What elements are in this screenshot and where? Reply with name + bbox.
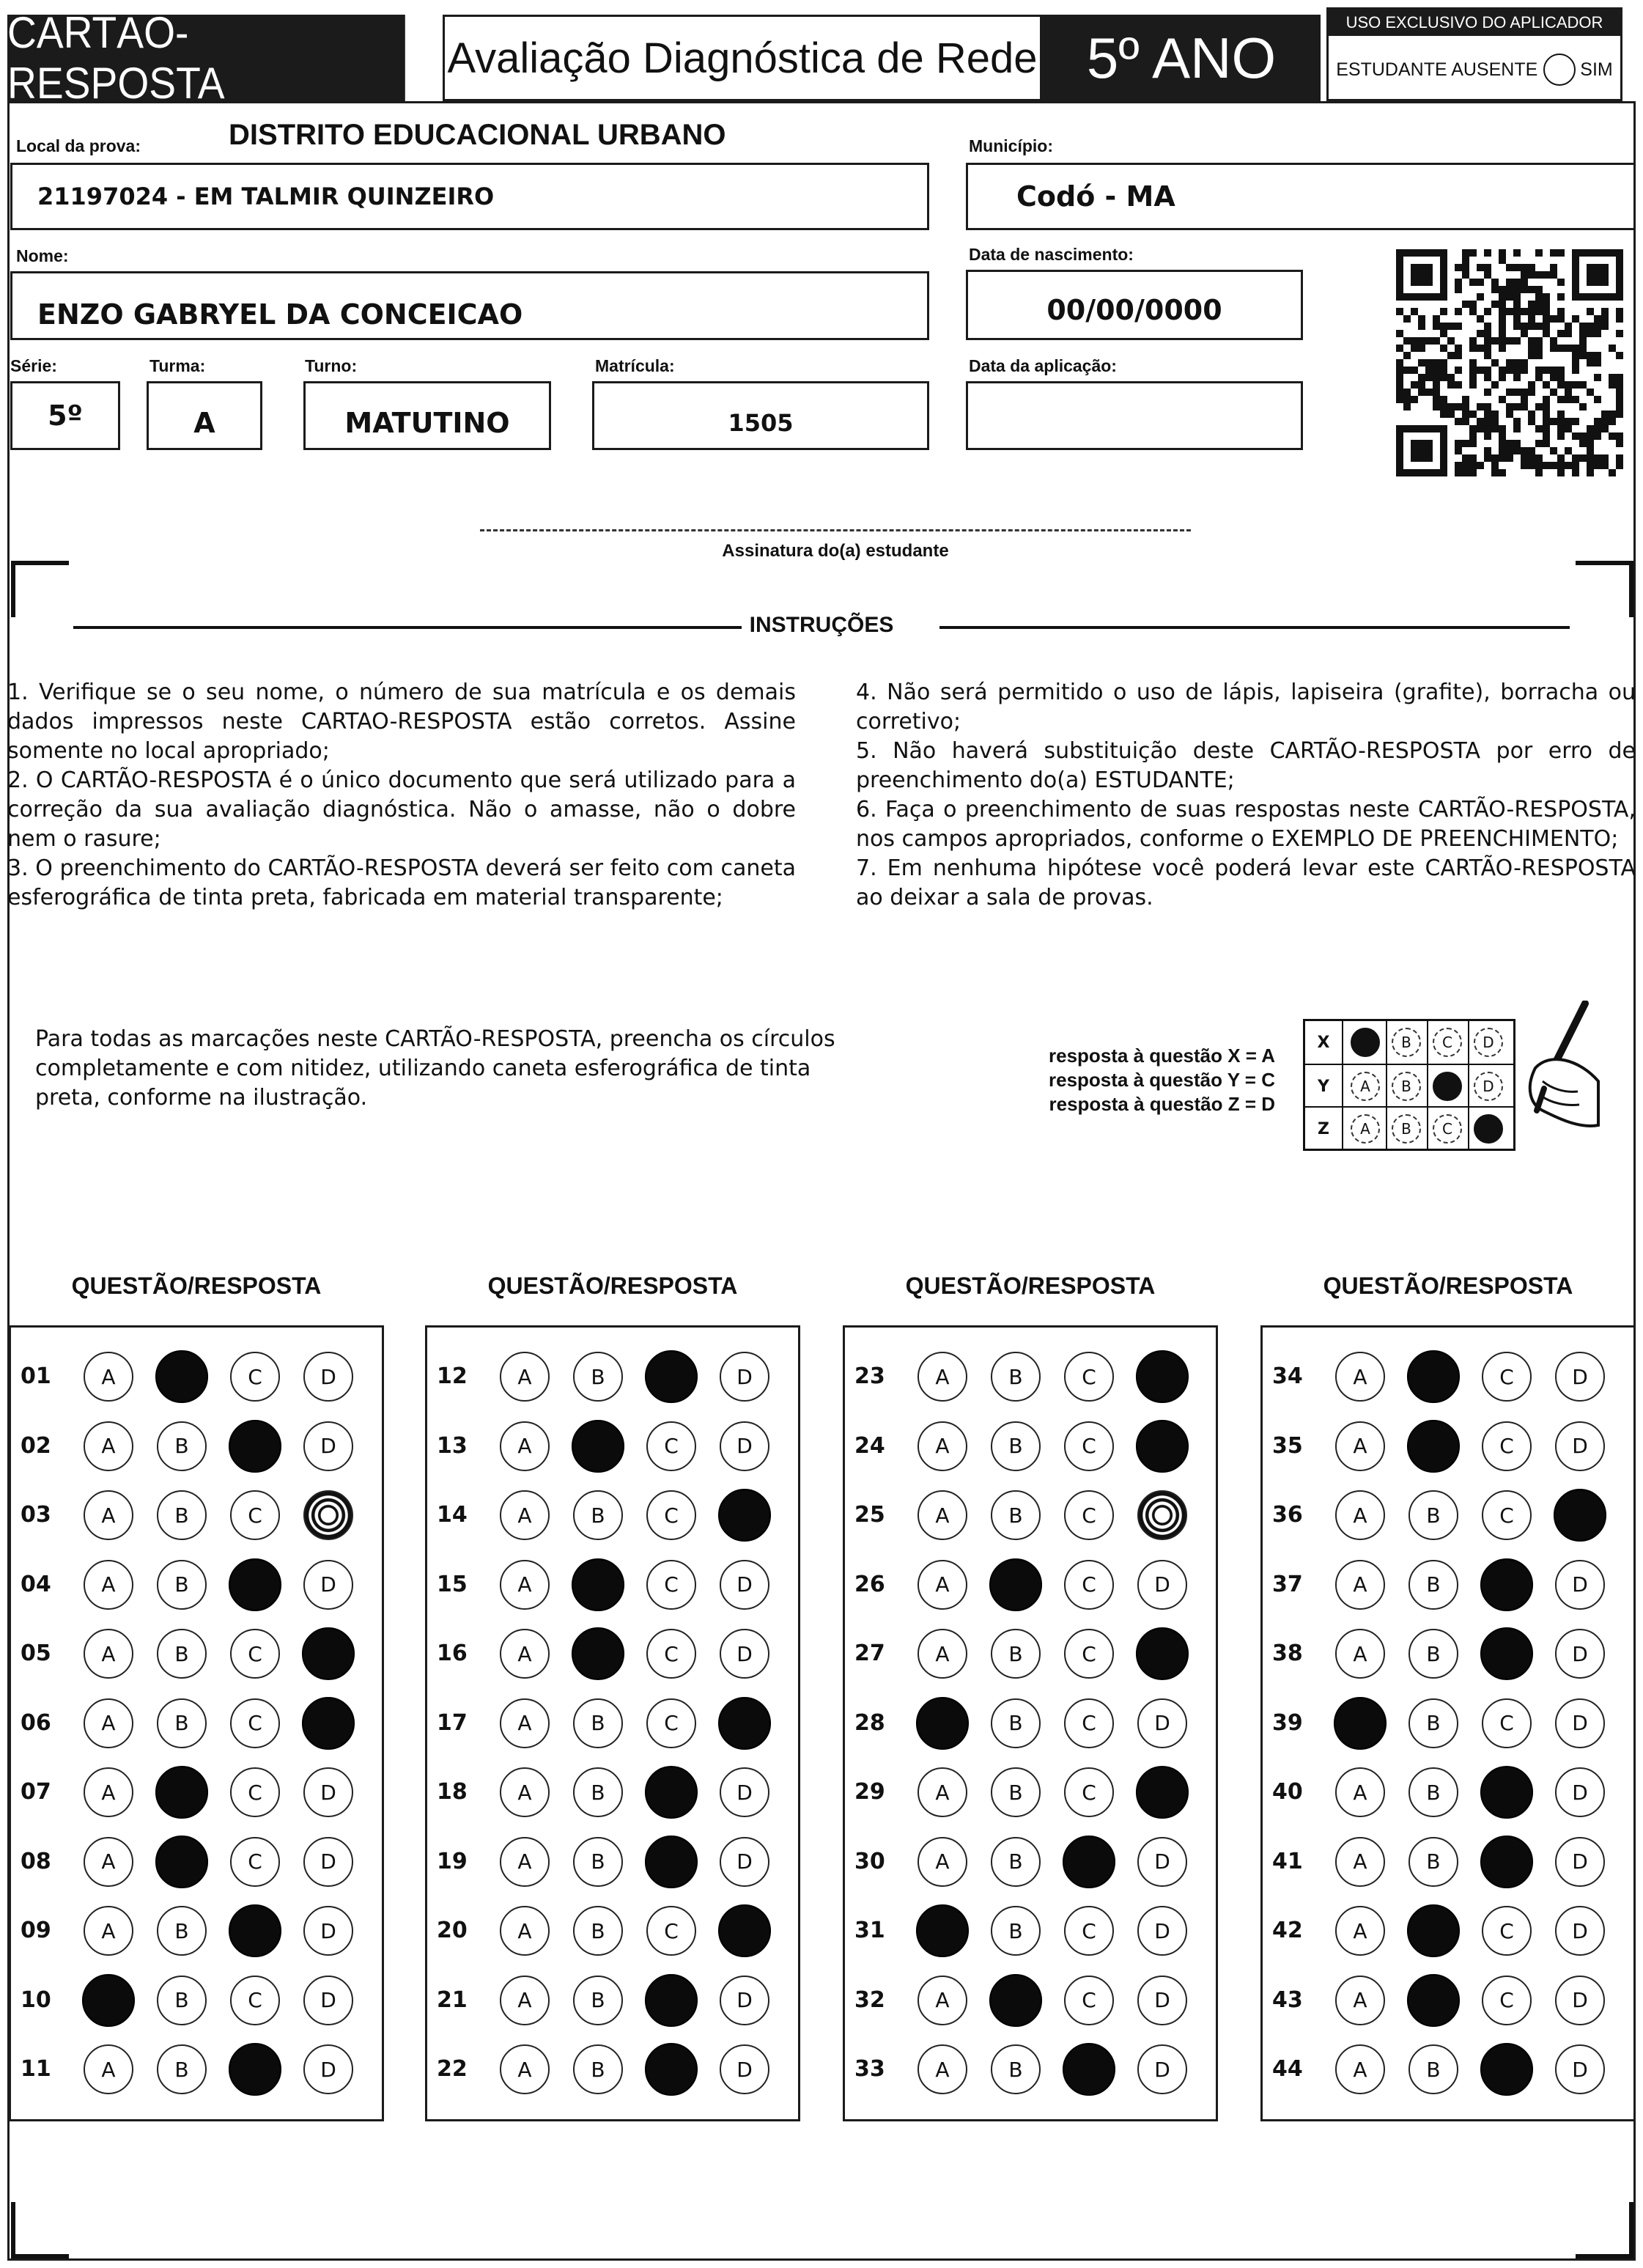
answer-bubble-10-b[interactable]: B (157, 1976, 207, 2025)
answer-bubble-25-a[interactable]: A (918, 1490, 967, 1540)
answer-bubble-09-a[interactable]: A (84, 1906, 133, 1956)
answer-bubble-35-d[interactable]: D (1555, 1421, 1605, 1471)
question-number: 22 (437, 2056, 468, 2082)
answer-bubble-44-a[interactable]: A (1335, 2044, 1385, 2094)
answer-bubble-27-b[interactable]: B (991, 1629, 1041, 1679)
answer-bubble-05-c[interactable]: C (230, 1629, 280, 1679)
instruction-2: 2. O CARTÃO-RESPOSTA é o único documento que será utilizado para a correção da sua avaliação diagnóstica. Não o amasse, não o dobre nem o rasure; (7, 767, 796, 852)
answer-bubble-23-d[interactable] (1136, 1350, 1189, 1403)
card-title: CARTÃO-RESPOSTA (7, 15, 405, 101)
answer-bubble-32-b[interactable] (989, 1973, 1042, 2026)
column-title: QUESTÃO/RESPOSTA (905, 1273, 1156, 1299)
answer-bubble-02-d[interactable]: D (303, 1421, 353, 1471)
answer-bubble-16-d[interactable]: D (720, 1629, 769, 1679)
question-number: 33 (854, 2056, 885, 2082)
question-number: 38 (1272, 1641, 1303, 1666)
corner-mark-top-right (1576, 559, 1634, 617)
answer-bubble-05-b[interactable]: B (157, 1629, 207, 1679)
answer-bubble-04-b[interactable]: B (157, 1560, 207, 1610)
answer-bubble-26-d[interactable]: D (1137, 1560, 1187, 1610)
answer-bubble-34-a[interactable]: A (1335, 1352, 1385, 1402)
question-number: 17 (437, 1709, 468, 1736)
answer-bubble-31-a[interactable] (916, 1904, 969, 1957)
answer-bubble-31-d[interactable]: D (1137, 1906, 1187, 1956)
answer-bubble-04-d[interactable]: D (303, 1560, 353, 1610)
example-row-label: Z (1305, 1108, 1343, 1150)
instructions-left (7, 678, 796, 913)
answer-bubble-15-a[interactable]: A (500, 1560, 550, 1610)
answer-bubble-26-a[interactable]: A (918, 1560, 967, 1610)
answer-bubble-36-a[interactable]: A (1335, 1490, 1385, 1540)
answer-bubble-43-b[interactable] (1407, 1973, 1460, 2026)
answer-bubble-15-d[interactable]: D (720, 1560, 769, 1610)
answer-bubble-09-b[interactable]: B (157, 1906, 207, 1956)
example-cell-divider (1386, 1021, 1387, 1064)
answer-bubble-01-b[interactable] (155, 1350, 208, 1403)
answer-bubble-13-b[interactable] (572, 1419, 624, 1472)
example-cell-divider (1386, 1108, 1387, 1150)
answer-bubble-25-c[interactable]: C (1064, 1490, 1114, 1540)
absent-bubble[interactable] (1543, 54, 1576, 86)
question-number: 28 (854, 1709, 885, 1736)
instruction-1: 1. Verifique se o seu nome, o número de sua matrícula e os demais dados impressos neste CARTAO-RESPOSTA estão corretos. Assine somente no local apropriado; (7, 680, 796, 764)
answer-bubble-07-d[interactable]: D (303, 1767, 353, 1817)
answer-bubble-14-d[interactable] (718, 1489, 771, 1542)
answer-bubble-39-b[interactable]: B (1408, 1698, 1458, 1748)
question-number: 06 (21, 1709, 51, 1736)
answer-bubble-36-b[interactable]: B (1408, 1490, 1458, 1540)
instruction-7: 7. Em nenhuma hipótese você poderá levar este CARTÃO-RESPOSTA ao deixar a sala de provas. (856, 855, 1636, 910)
answer-bubble-10-d[interactable]: D (303, 1976, 353, 2025)
signature-line (480, 529, 1191, 531)
answer-bubble-04-a[interactable]: A (84, 1560, 133, 1610)
class-label: Turma: (149, 356, 206, 375)
answer-bubble-08-a[interactable]: A (84, 1837, 133, 1887)
question-number: 42 (1272, 1918, 1303, 1943)
answer-bubble-20-c[interactable]: C (646, 1906, 696, 1956)
column-title: QUESTÃO/RESPOSTA (71, 1273, 322, 1299)
location-label: Local da prova: (16, 136, 141, 155)
answer-bubble-23-b[interactable]: B (991, 1352, 1041, 1402)
corner-mark-bottom-right (1576, 2202, 1634, 2261)
answer-bubble-29-c[interactable]: C (1064, 1767, 1114, 1817)
answer-bubble-44-b[interactable]: B (1408, 2044, 1458, 2094)
answer-bubble-13-d[interactable]: D (720, 1421, 769, 1471)
answer-bubble-05-d[interactable] (302, 1627, 355, 1680)
question-number: 02 (21, 1432, 51, 1459)
answer-bubble-19-a[interactable]: A (500, 1837, 550, 1887)
shift-field: MATUTINO (303, 381, 551, 450)
question-number: 25 (854, 1502, 885, 1528)
answer-bubble-42-b[interactable] (1407, 1904, 1460, 1957)
corner-mark-bottom-left (10, 2202, 69, 2261)
instruction-6: 6. Faça o preenchimento de suas respostas neste CARTÃO-RESPOSTA, nos campos apropriados, conforme o EXEMPLO DE PREENCHIMENTO; (856, 797, 1636, 852)
answer-bubble-16-a[interactable]: A (500, 1629, 550, 1679)
answer-bubble-34-b[interactable] (1407, 1350, 1460, 1403)
qr-code (1396, 249, 1623, 476)
answer-bubble-01-c[interactable]: C (230, 1352, 280, 1402)
enrollment-label: Matrícula: (595, 356, 675, 375)
answer-bubble-38-a[interactable]: A (1335, 1629, 1385, 1679)
answer-bubble-35-b[interactable] (1407, 1419, 1460, 1472)
answer-bubble-40-a[interactable]: A (1335, 1767, 1385, 1817)
instruction-4: 4. Não será permitido o uso de lápis, lapiseira (grafite), borracha ou corretivo; (856, 680, 1636, 734)
question-number: 12 (437, 1363, 468, 1389)
answer-bubble-15-b[interactable] (572, 1558, 624, 1610)
answer-bubble-25-b[interactable]: B (991, 1490, 1041, 1540)
answer-bubble-41-d[interactable]: D (1555, 1837, 1605, 1887)
answer-bubble-10-c[interactable]: C (230, 1976, 280, 2025)
answer-bubble-38-c[interactable] (1480, 1627, 1533, 1680)
answer-bubble-39-c[interactable]: C (1482, 1698, 1532, 1748)
corner-mark-top-left (10, 559, 69, 617)
answer-bubble-16-c[interactable]: C (646, 1629, 696, 1679)
answer-bubble-22-a[interactable]: A (500, 2044, 550, 2094)
name-label: Nome: (16, 246, 69, 265)
answer-bubble-37-c[interactable] (1480, 1558, 1533, 1610)
answer-bubble-41-a[interactable]: A (1335, 1837, 1385, 1887)
answer-bubble-29-b[interactable]: B (991, 1767, 1041, 1817)
answer-bubble-12-c[interactable] (645, 1350, 698, 1403)
answer-bubble-40-b[interactable]: B (1408, 1767, 1458, 1817)
question-number: 24 (854, 1432, 885, 1459)
question-number: 08 (21, 1848, 51, 1874)
answer-bubble-11-b[interactable]: B (157, 2044, 207, 2094)
answer-bubble-38-b[interactable]: B (1408, 1629, 1458, 1679)
answer-bubble-18-c[interactable] (645, 1766, 698, 1819)
birth-field: 00/00/0000 (966, 270, 1303, 340)
question-number: 07 (21, 1779, 51, 1805)
answer-bubble-18-b[interactable]: B (573, 1767, 623, 1817)
question-number: 26 (854, 1571, 885, 1597)
answer-bubble-18-d[interactable]: D (720, 1767, 769, 1817)
location-field: 21197024 - EM TALMIR QUINZEIRO (10, 163, 929, 230)
answer-bubble-22-d[interactable]: D (720, 2044, 769, 2094)
answer-bubble-35-c[interactable]: C (1482, 1421, 1532, 1471)
question-number: 15 (437, 1571, 468, 1597)
answer-bubble-21-d[interactable]: D (720, 1976, 769, 2025)
question-number: 21 (437, 1987, 468, 2013)
answer-bubble-36-d[interactable] (1554, 1489, 1606, 1542)
absent-row (1329, 48, 1620, 92)
answer-bubble-27-a[interactable]: A (918, 1629, 967, 1679)
question-number: 27 (854, 1641, 885, 1666)
answer-bubble-05-a[interactable]: A (84, 1629, 133, 1679)
answer-bubble-26-c[interactable]: C (1064, 1560, 1114, 1610)
answer-bubble-24-d[interactable] (1136, 1419, 1189, 1472)
question-number: 16 (437, 1641, 468, 1666)
answer-bubble-02-c[interactable] (229, 1419, 281, 1472)
answer-bubble-31-b[interactable]: B (991, 1906, 1041, 1956)
answer-bubble-12-d[interactable]: D (720, 1352, 769, 1402)
answer-bubble-23-a[interactable]: A (918, 1352, 967, 1402)
answer-bubble-20-a[interactable]: A (500, 1906, 550, 1956)
absent-label: ESTUDANTE AUSENTE (1336, 59, 1538, 80)
answer-bubble-03-c[interactable]: C (230, 1490, 280, 1540)
example-bubble-c: C (1433, 1114, 1462, 1144)
answer-bubble-26-b[interactable] (989, 1558, 1042, 1610)
series-field: 5º (10, 381, 120, 450)
question-number: 41 (1272, 1848, 1303, 1874)
question-number: 39 (1272, 1709, 1303, 1736)
answer-bubble-02-a[interactable]: A (84, 1421, 133, 1471)
question-number: 01 (21, 1363, 51, 1389)
answer-bubble-43-c[interactable]: C (1482, 1976, 1532, 2025)
applicator-heading: USO EXCLUSIVO DO APLICADOR (1329, 10, 1620, 36)
answer-bubble-15-c[interactable]: C (646, 1560, 696, 1610)
grade-title: 5º ANO (1042, 15, 1321, 101)
district-name: DISTRITO EDUCACIONAL URBANO (229, 119, 726, 151)
answer-bubble-03-d[interactable] (303, 1490, 353, 1540)
answer-bubble-08-d[interactable]: D (303, 1837, 353, 1887)
answer-bubble-39-d[interactable]: D (1555, 1698, 1605, 1748)
answer-bubble-42-d[interactable]: D (1555, 1906, 1605, 1956)
answer-bubble-33-b[interactable]: B (991, 2044, 1041, 2094)
question-number: 20 (437, 1918, 468, 1943)
example-legend-z: resposta à questão Z = D (1049, 1093, 1275, 1115)
answer-bubble-09-d[interactable]: D (303, 1906, 353, 1956)
answer-bubble-03-b[interactable]: B (157, 1490, 207, 1540)
answer-bubble-13-a[interactable]: A (500, 1421, 550, 1471)
question-number: 29 (854, 1779, 885, 1805)
answer-bubble-11-d[interactable]: D (303, 2044, 353, 2094)
answer-bubble-34-d[interactable]: D (1555, 1352, 1605, 1402)
answer-bubble-17-d[interactable] (718, 1696, 771, 1749)
class-field: A (147, 381, 262, 450)
municipality-field: Codó - MA (966, 163, 1636, 230)
answer-bubble-03-a[interactable]: A (84, 1490, 133, 1540)
answer-bubble-32-d[interactable]: D (1137, 1976, 1187, 2025)
answer-bubble-17-c[interactable]: C (646, 1698, 696, 1748)
evaluation-title: Avaliação Diagnóstica de Rede (443, 15, 1042, 101)
answer-bubble-44-c[interactable] (1480, 2043, 1533, 2096)
application-date-label: Data da aplicação: (969, 356, 1117, 375)
example-text: Para todas as marcações neste CARTÃO-RESPOSTA, preencha os círculos completamente e com nitidez, utilizando caneta esferográfica de tinta preta, conforme na ilustração. (35, 1026, 835, 1111)
example-legend-x: resposta à questão X = A (1049, 1045, 1275, 1067)
answer-bubble-07-b[interactable] (155, 1766, 208, 1819)
answer-bubble-09-c[interactable] (229, 1904, 281, 1957)
question-number: 04 (21, 1571, 51, 1597)
instruction-3: 3. O preenchimento do CARTÃO-RESPOSTA deverá ser feito com caneta esferográfica de tinta preta, fabricada em material transparente; (7, 855, 796, 910)
question-number: 35 (1272, 1432, 1303, 1459)
question-number: 09 (21, 1918, 51, 1943)
example-cell-divider (1427, 1065, 1428, 1108)
answer-bubble-08-b[interactable] (155, 1835, 208, 1888)
question-number: 10 (21, 1987, 51, 2013)
answer-bubble-43-d[interactable]: D (1555, 1976, 1605, 2025)
answer-bubble-28-d[interactable]: D (1137, 1698, 1187, 1748)
answer-bubble-39-a[interactable] (1334, 1696, 1387, 1749)
application-date-field (966, 381, 1303, 450)
example-cell-divider (1427, 1021, 1428, 1064)
question-number: 19 (437, 1848, 468, 1874)
answer-bubble-28-a[interactable] (916, 1696, 969, 1749)
answer-bubble-33-a[interactable]: A (918, 2044, 967, 2094)
answer-bubble-24-b[interactable]: B (991, 1421, 1041, 1471)
answer-bubble-21-c[interactable] (645, 1973, 698, 2026)
answer-bubble-19-b[interactable]: B (573, 1837, 623, 1887)
question-number: 34 (1272, 1363, 1303, 1389)
answer-bubble-33-c[interactable] (1063, 2043, 1115, 2096)
column-title: QUESTÃO/RESPOSTA (487, 1273, 738, 1299)
question-number: 31 (854, 1918, 885, 1943)
answer-bubble-06-a[interactable]: A (84, 1698, 133, 1748)
answer-bubble-31-c[interactable]: C (1064, 1906, 1114, 1956)
answer-bubble-14-b[interactable]: B (573, 1490, 623, 1540)
answer-bubble-11-a[interactable]: A (84, 2044, 133, 2094)
example-row-label: Y (1305, 1065, 1343, 1108)
answer-bubble-32-c[interactable]: C (1064, 1976, 1114, 2025)
answer-bubble-30-d[interactable]: D (1137, 1837, 1187, 1887)
question-number: 43 (1272, 1987, 1303, 2013)
answer-bubble-27-c[interactable]: C (1064, 1629, 1114, 1679)
answer-bubble-10-a[interactable] (82, 1973, 135, 2026)
example-cell-divider (1386, 1065, 1387, 1108)
answer-bubble-33-d[interactable]: D (1137, 2044, 1187, 2094)
hand-with-pen-illustration (1455, 1001, 1601, 1147)
answer-bubble-42-c[interactable]: C (1482, 1906, 1532, 1956)
instructions-right (856, 678, 1636, 913)
example-cell-divider (1427, 1108, 1428, 1150)
question-number: 30 (854, 1848, 885, 1874)
answer-bubble-37-a[interactable]: A (1335, 1560, 1385, 1610)
signature-label: Assinatura do(a) estudante (722, 541, 949, 561)
question-number: 32 (854, 1987, 885, 2013)
answer-bubble-28-c[interactable]: C (1064, 1698, 1114, 1748)
answer-bubble-37-b[interactable]: B (1408, 1560, 1458, 1610)
example-bubble-d: D (1474, 1072, 1503, 1101)
example-bubble-d: D (1474, 1028, 1503, 1057)
example-bubble-b: B (1392, 1114, 1421, 1144)
answer-bubble-04-c[interactable] (229, 1558, 281, 1610)
answer-bubble-32-a[interactable]: A (918, 1976, 967, 2025)
question-number: 40 (1272, 1779, 1303, 1805)
answer-bubble-13-c[interactable]: C (646, 1421, 696, 1471)
answer-bubble-19-c[interactable] (645, 1835, 698, 1888)
answer-bubble-29-a[interactable]: A (918, 1767, 967, 1817)
answer-bubble-11-c[interactable] (229, 2043, 281, 2096)
series-label: Série: (10, 356, 57, 375)
name-field: ENZO GABRYEL DA CONCEICAO (10, 271, 929, 340)
answer-bubble-21-b[interactable]: B (573, 1976, 623, 2025)
answer-bubble-20-d[interactable] (718, 1904, 771, 1957)
instruction-5: 5. Não haverá substituição deste CARTÃO-RESPOSTA por erro de preenchimento do(a) ESTUDANTE; (856, 738, 1636, 793)
answer-bubble-41-b[interactable]: B (1408, 1837, 1458, 1887)
question-number: 11 (21, 2056, 51, 2082)
answer-bubble-06-b[interactable]: B (157, 1698, 207, 1748)
answer-bubble-23-c[interactable]: C (1064, 1352, 1114, 1402)
answer-bubble-17-a[interactable]: A (500, 1698, 550, 1748)
answer-bubble-37-d[interactable]: D (1555, 1560, 1605, 1610)
answer-bubble-14-a[interactable]: A (500, 1490, 550, 1540)
answer-bubble-17-b[interactable]: B (573, 1698, 623, 1748)
answer-bubble-06-c[interactable]: C (230, 1698, 280, 1748)
shift-label: Turno: (305, 356, 358, 375)
question-number: 37 (1272, 1571, 1303, 1597)
answer-bubble-18-a[interactable]: A (500, 1767, 550, 1817)
municipality-label: Município: (969, 136, 1053, 155)
answer-bubble-06-d[interactable] (302, 1696, 355, 1749)
answer-bubble-38-d[interactable]: D (1555, 1629, 1605, 1679)
answer-bubble-24-c[interactable]: C (1064, 1421, 1114, 1471)
answer-bubble-01-a[interactable]: A (84, 1352, 133, 1402)
answer-bubble-12-b[interactable]: B (573, 1352, 623, 1402)
answer-bubble-21-a[interactable]: A (500, 1976, 550, 2025)
answer-bubble-34-c[interactable]: C (1482, 1352, 1532, 1402)
answer-bubble-42-a[interactable]: A (1335, 1906, 1385, 1956)
answer-bubble-30-b[interactable]: B (991, 1837, 1041, 1887)
answer-bubble-44-d[interactable]: D (1555, 2044, 1605, 2094)
answer-bubble-20-b[interactable]: B (573, 1906, 623, 1956)
instructions-title: INSTRUÇÕES (749, 613, 894, 637)
example-bubble-b: B (1392, 1028, 1421, 1057)
absent-yes-label: SIM (1580, 59, 1613, 80)
answer-bubble-29-d[interactable] (1136, 1766, 1189, 1819)
answer-bubble-07-a[interactable]: A (84, 1767, 133, 1817)
example-legend (1004, 1044, 1275, 1116)
question-number: 36 (1272, 1502, 1303, 1528)
applicator-box (1326, 7, 1622, 101)
question-number: 05 (21, 1641, 51, 1666)
example-bubble-c: C (1433, 1028, 1462, 1057)
answer-bubble-28-b[interactable]: B (991, 1698, 1041, 1748)
answer-bubble-40-c[interactable] (1480, 1766, 1533, 1819)
question-number: 44 (1272, 2056, 1303, 2082)
example-bubble-a: A (1351, 1114, 1380, 1144)
question-number: 23 (854, 1363, 885, 1389)
example-legend-y: resposta à questão Y = C (1048, 1069, 1275, 1091)
answer-bubble-01-d[interactable]: D (303, 1352, 353, 1402)
birth-label: Data de nascimento: (969, 245, 1134, 264)
example-row-label: X (1305, 1021, 1343, 1064)
question-number: 03 (21, 1502, 51, 1528)
answer-bubble-41-c[interactable] (1480, 1835, 1533, 1888)
answer-bubble-43-a[interactable]: A (1335, 1976, 1385, 2025)
answer-bubble-27-d[interactable] (1136, 1627, 1189, 1680)
example-bubble-a (1351, 1028, 1380, 1057)
answer-bubble-14-c[interactable]: C (646, 1490, 696, 1540)
column-title: QUESTÃO/RESPOSTA (1323, 1273, 1573, 1299)
answer-bubble-40-d[interactable]: D (1555, 1767, 1605, 1817)
question-number: 18 (437, 1779, 468, 1805)
enrollment-field: 1505 (592, 381, 929, 450)
answer-bubble-30-a[interactable]: A (918, 1837, 967, 1887)
answer-bubble-02-b[interactable]: B (157, 1421, 207, 1471)
question-number: 14 (437, 1502, 468, 1528)
answer-bubble-08-c[interactable]: C (230, 1837, 280, 1887)
example-bubble-b: B (1392, 1072, 1421, 1101)
answer-bubble-25-d[interactable] (1137, 1490, 1187, 1540)
example-bubble-a: A (1351, 1072, 1380, 1101)
question-number: 13 (437, 1432, 468, 1459)
answer-bubble-22-b[interactable]: B (573, 2044, 623, 2094)
answer-bubble-07-c[interactable]: C (230, 1767, 280, 1817)
answer-bubble-19-d[interactable]: D (720, 1837, 769, 1887)
answer-bubble-30-c[interactable] (1063, 1835, 1115, 1888)
answer-bubble-35-a[interactable]: A (1335, 1421, 1385, 1471)
answer-bubble-36-c[interactable]: C (1482, 1490, 1532, 1540)
answer-bubble-12-a[interactable]: A (500, 1352, 550, 1402)
answer-bubble-24-a[interactable]: A (918, 1421, 967, 1471)
answer-bubble-16-b[interactable] (572, 1627, 624, 1680)
answer-bubble-22-c[interactable] (645, 2043, 698, 2096)
